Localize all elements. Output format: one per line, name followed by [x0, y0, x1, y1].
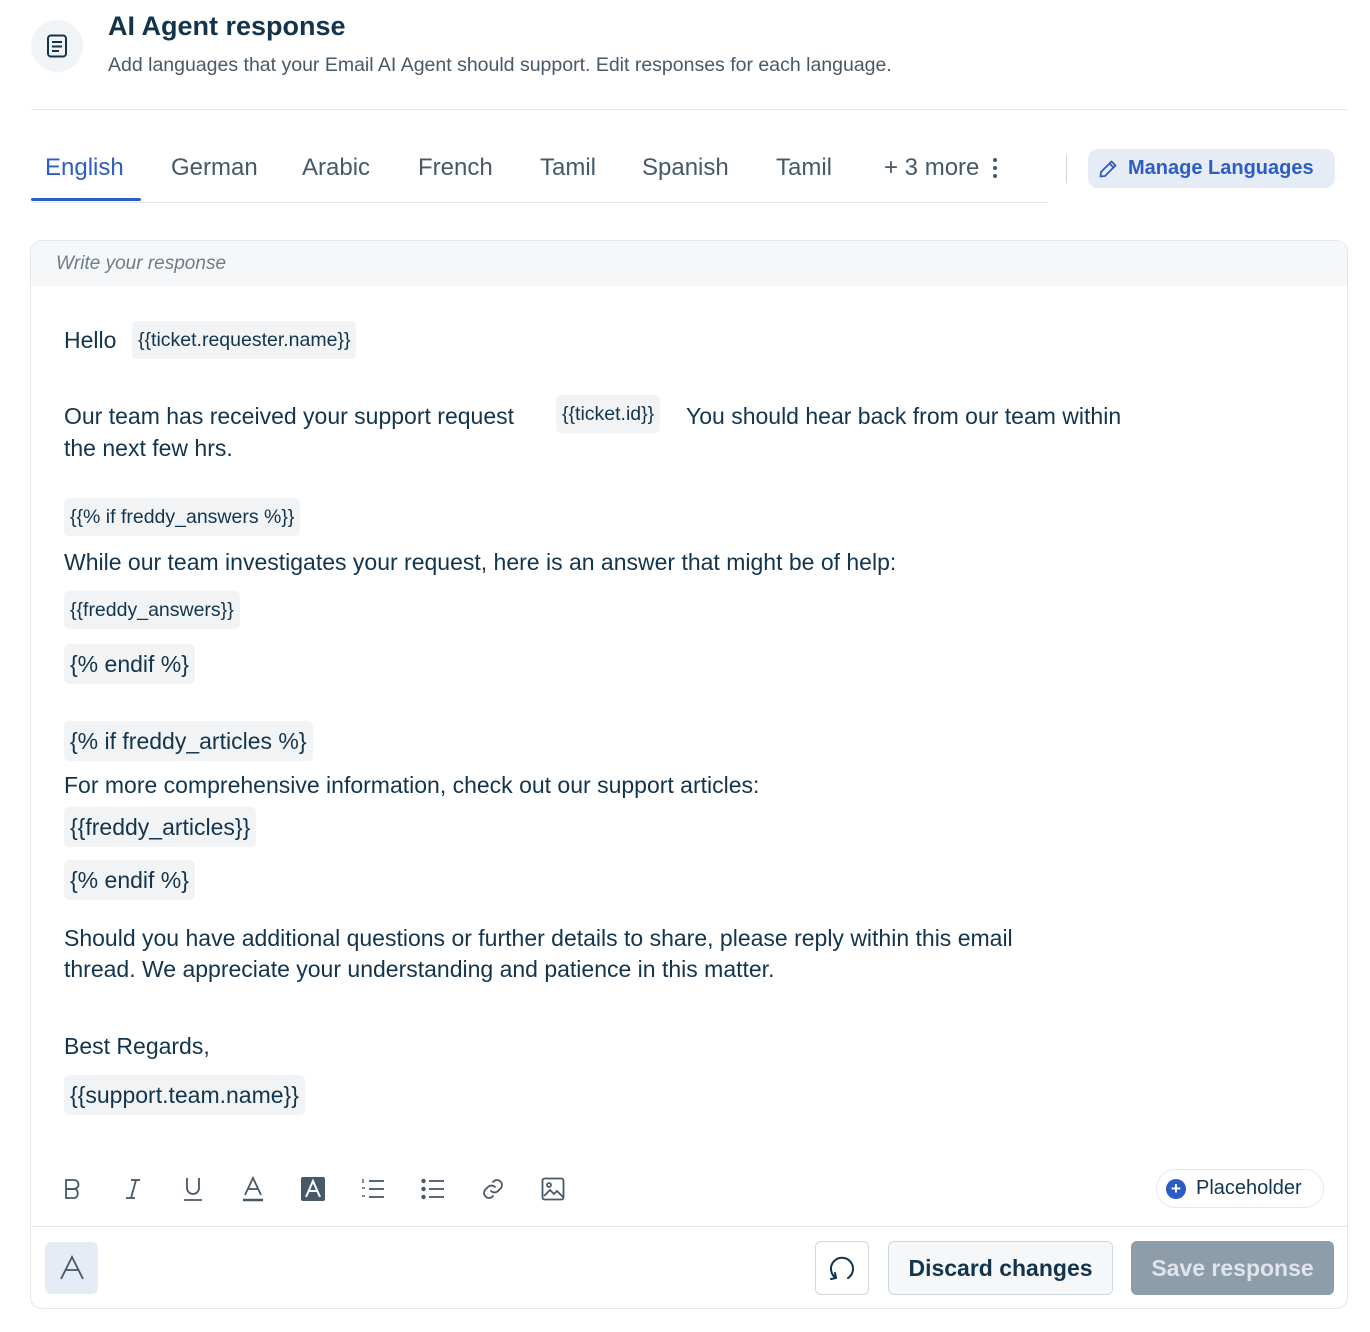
save-response-button[interactable]: Save response: [1131, 1241, 1334, 1295]
kebab-icon: [993, 158, 997, 178]
tab-tamil[interactable]: Tamil: [540, 154, 597, 181]
if-freddy-answers-block[interactable]: {{% if freddy_answers %}}: [64, 498, 300, 536]
articles-text: For more comprehensive information, check out our support articles:: [64, 772, 760, 798]
link-icon[interactable]: [476, 1172, 510, 1206]
body-line-1b: You should hear back from our team within: [686, 403, 1122, 429]
closing-line-1: Should you have additional questions or further details to share, please reply within this email: [64, 925, 1013, 951]
if-freddy-articles-block[interactable]: {% if freddy_articles %}: [64, 721, 313, 761]
tab-tamil-2[interactable]: Tamil: [776, 154, 833, 181]
tab-arabic[interactable]: Arabic: [302, 154, 371, 181]
ticket-id-placeholder[interactable]: {{ticket.id}}: [556, 395, 660, 433]
discard-changes-button[interactable]: Discard changes: [888, 1241, 1113, 1295]
answers-text: While our team investigates your request, here is an answer that might be of help:: [64, 549, 897, 575]
body-line-1c: the next few hrs.: [64, 435, 233, 461]
requester-name-placeholder[interactable]: {{ticket.requester.name}}: [132, 321, 356, 359]
freddy-answers-placeholder[interactable]: {{freddy_answers}}: [64, 591, 240, 629]
closing-line-2: thread. We appreciate your understanding and patience in this matter.: [64, 956, 775, 982]
footer-divider: [31, 1226, 1347, 1227]
endif-block-1[interactable]: {% endif %}: [64, 644, 195, 684]
text-color-icon[interactable]: [236, 1172, 270, 1206]
language-tabs: [31, 140, 1048, 203]
greeting-text: Hello: [64, 327, 117, 353]
tab-english[interactable]: English: [45, 154, 124, 181]
tab-french[interactable]: French: [418, 154, 493, 181]
page-subtitle: Add languages that your Email AI Agent should support. Edit responses for each language.: [108, 54, 892, 76]
editor-placeholder: Write your response: [31, 241, 1347, 286]
document-icon: [31, 20, 83, 72]
plus-icon: +: [1166, 1179, 1186, 1199]
pencil-icon: [1098, 159, 1118, 179]
endif-block-2[interactable]: {% endif %}: [64, 860, 195, 900]
underline-icon[interactable]: [176, 1172, 210, 1206]
bold-icon[interactable]: [56, 1172, 90, 1206]
refresh-icon[interactable]: [815, 1241, 869, 1295]
freddy-articles-placeholder[interactable]: {{freddy_articles}}: [64, 807, 256, 847]
bullet-list-icon[interactable]: [416, 1172, 450, 1206]
tabs-divider: [1066, 155, 1067, 183]
manage-languages-label: Manage Languages: [1128, 157, 1314, 179]
tab-german[interactable]: German: [171, 154, 258, 181]
page-header: [31, 0, 1347, 110]
more-languages-tab[interactable]: [884, 154, 997, 182]
manage-languages-button[interactable]: [1088, 149, 1335, 188]
image-icon[interactable]: [536, 1172, 570, 1206]
regards-text: Best Regards,: [64, 1033, 210, 1059]
active-tab-indicator: [31, 198, 141, 201]
body-line-1a: Our team has received your support request: [64, 403, 515, 429]
page-title: AI Agent response: [108, 11, 346, 41]
italic-icon[interactable]: [116, 1172, 150, 1206]
tab-spanish[interactable]: Spanish: [642, 154, 729, 181]
ordered-list-icon[interactable]: [356, 1172, 390, 1206]
insert-placeholder-button[interactable]: [1156, 1169, 1324, 1208]
placeholder-button-label: Placeholder: [1196, 1177, 1302, 1199]
font-icon[interactable]: [45, 1242, 98, 1294]
highlight-icon[interactable]: [296, 1172, 330, 1206]
more-languages-label: + 3 more: [884, 154, 980, 181]
support-team-name-placeholder[interactable]: {{support.team.name}}: [64, 1075, 305, 1115]
